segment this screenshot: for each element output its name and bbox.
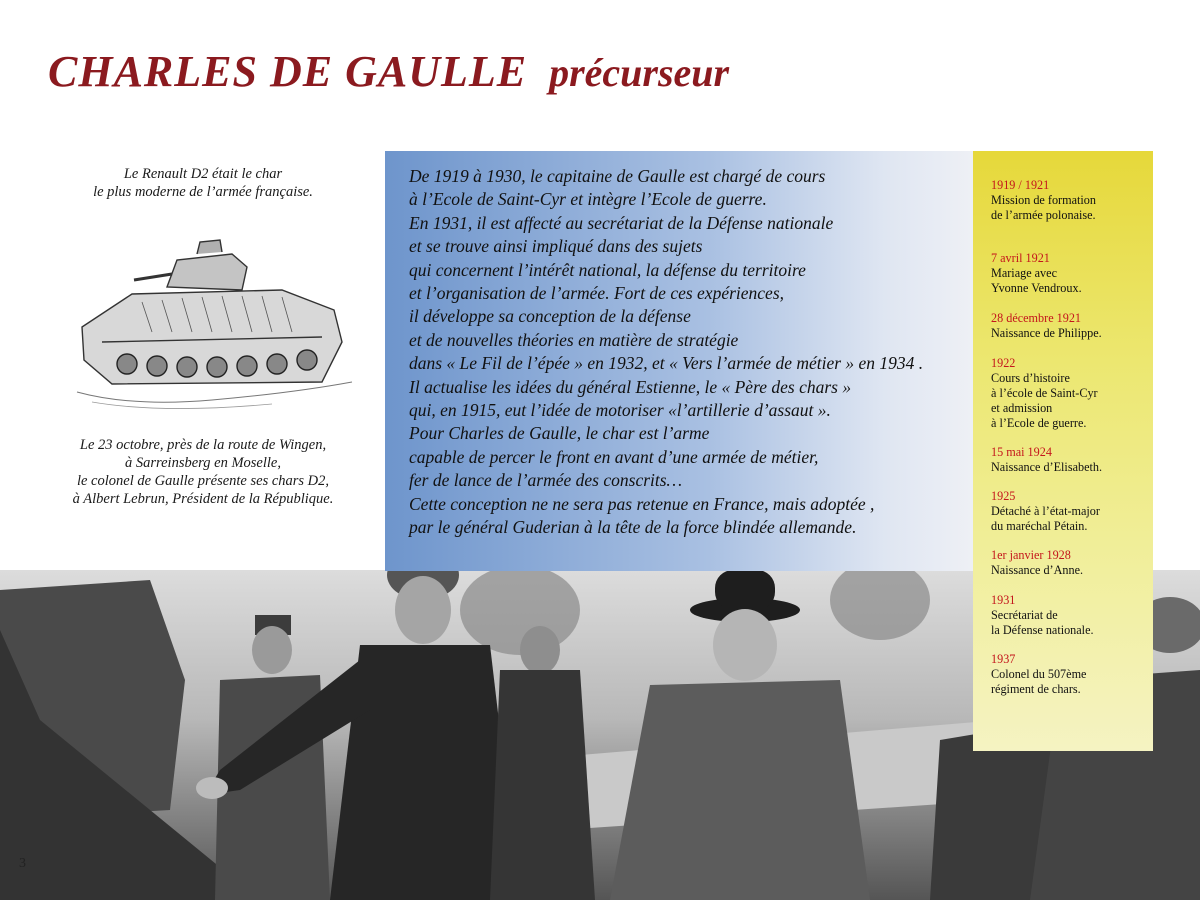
timeline-entry	[991, 593, 1151, 638]
timeline-desc: Naissance d’Elisabeth.	[991, 460, 1103, 474]
timeline-desc: Naissance de Philippe.	[991, 326, 1102, 340]
text-line: En 1931, il est affecté au secrétariat de la Défense nationale	[409, 212, 834, 233]
text-line: qui concernent l’intérêt national, la défense du territoire	[409, 259, 806, 280]
text-line: il développe sa conception de la défense	[409, 306, 691, 327]
timeline-desc: Colonel du 507ème	[991, 667, 1087, 681]
timeline-date: 1919 / 1921	[991, 178, 1050, 192]
text-line: qui, en 1915, eut l’idée de motoriser «l’artillerie d’assaut ».	[409, 400, 831, 421]
main-text	[409, 165, 969, 540]
timeline-desc: de l’armée polonaise.	[991, 208, 1096, 222]
page-title	[48, 46, 729, 97]
timeline-date: 1925	[991, 489, 1016, 503]
timeline-entry	[991, 356, 1151, 431]
page-number: 3	[19, 856, 26, 871]
text-line: dans « Le Fil de l’épée » en 1932, et « Vers l’armée de métier » en 1934 .	[409, 353, 924, 374]
caption-line: Le Renault D2 était le char	[123, 166, 283, 182]
photo-caption	[38, 436, 368, 508]
timeline-desc: Mariage avec	[991, 266, 1057, 280]
timeline-desc: à l’école de Saint-Cyr	[991, 386, 1098, 400]
title-main: CHARLES DE GAULLE	[48, 47, 528, 96]
timeline-date: 1922	[991, 356, 1016, 370]
text-line: et l’organisation de l’armée. Fort de ces expériences,	[409, 283, 785, 304]
timeline-panel	[973, 151, 1153, 751]
timeline-desc: Détaché à l’état-major	[991, 504, 1100, 518]
timeline-date: 1er janvier 1928	[991, 548, 1071, 562]
timeline-desc: Yvonne Vendroux.	[991, 281, 1082, 295]
text-line: Cette conception ne ne sera pas retenue en France, mais adoptée ,	[409, 493, 875, 514]
timeline-desc: Cours d’histoire	[991, 371, 1070, 385]
text-line: Pour Charles de Gaulle, le char est l’arme	[409, 423, 710, 444]
timeline-desc: Mission de formation	[991, 193, 1096, 207]
timeline-desc: Secrétariat de	[991, 608, 1058, 622]
timeline-date: 7 avril 1921	[991, 251, 1050, 265]
timeline-entry	[991, 311, 1151, 341]
text-line: De 1919 à 1930, le capitaine de Gaulle est chargé de cours	[409, 166, 826, 186]
timeline-entry	[991, 489, 1151, 534]
timeline-date: 1937	[991, 652, 1016, 666]
timeline-entry	[991, 251, 1151, 296]
text-line: fer de lance de l’armée des conscrits…	[409, 470, 683, 491]
timeline-desc: régiment de chars.	[991, 682, 1081, 696]
caption-line: Le 23 octobre, près de la route de Wingen,	[79, 437, 327, 453]
text-line: capable de percer le front en avant d’une armée de métier,	[409, 446, 819, 467]
text-line: par le général Guderian à la tête de la force blindée allemande.	[409, 517, 857, 538]
timeline-desc: du maréchal Pétain.	[991, 519, 1088, 533]
main-text-panel	[385, 151, 973, 571]
tank-caption	[38, 165, 368, 201]
timeline-desc: Naissance d’Anne.	[991, 563, 1084, 577]
timeline-entry	[991, 178, 1151, 223]
timeline-entry	[991, 445, 1151, 475]
timeline-entry	[991, 652, 1151, 697]
timeline-date: 15 mai 1924	[991, 445, 1052, 459]
timeline-desc: à l’Ecole de guerre.	[991, 416, 1087, 430]
timeline-desc: la Défense nationale.	[991, 623, 1094, 637]
text-line: et se trouve ainsi impliqué dans des sujets	[409, 236, 703, 257]
caption-line: le plus moderne de l’armée française.	[93, 184, 313, 200]
title-sub: précurseur	[549, 50, 730, 95]
text-line: et de nouvelles théories en matière de stratégie	[409, 329, 739, 350]
timeline-desc: et admission	[991, 401, 1053, 415]
caption-line: le colonel de Gaulle présente ses chars D2,	[76, 473, 330, 489]
text-line: Il actualise les idées du général Estienne, le « Père des chars »	[409, 376, 852, 397]
tank-illustration	[72, 232, 357, 417]
timeline-date: 1931	[991, 593, 1016, 607]
timeline-entry	[991, 548, 1151, 578]
timeline-date: 28 décembre 1921	[991, 311, 1082, 325]
caption-line: à Albert Lebrun, Président de la République.	[72, 491, 334, 507]
caption-line: à Sarreinsberg en Moselle,	[125, 455, 281, 471]
text-line: à l’Ecole de Saint-Cyr et intègre l’Ecole de guerre.	[409, 189, 767, 210]
